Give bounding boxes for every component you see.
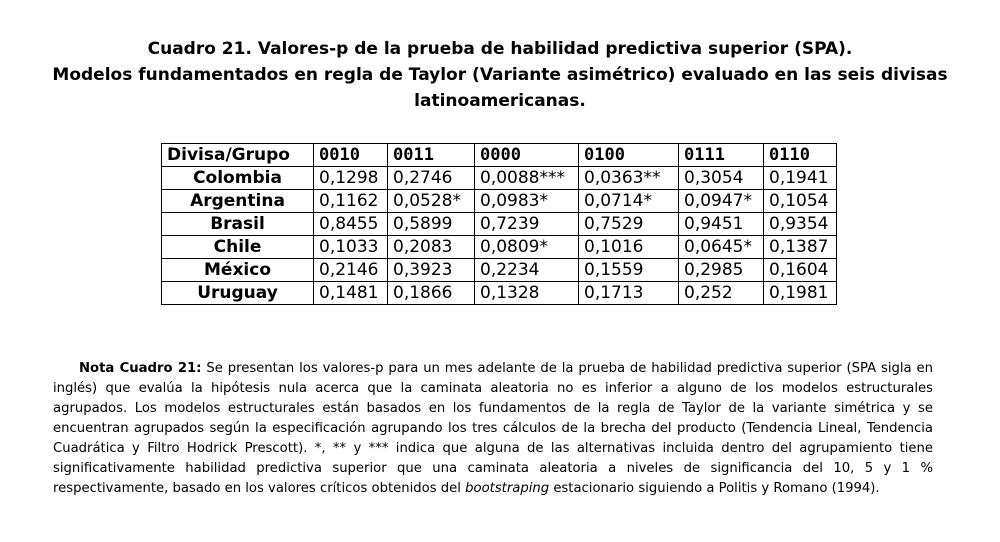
country-cell: Uruguay [162, 282, 314, 305]
table-row [162, 190, 837, 213]
value-cell: 0,1162 [314, 190, 388, 213]
header-group-0011: 0011 [388, 144, 475, 167]
value-cell: 0,9354 [764, 213, 837, 236]
value-cell: 0,1387 [764, 236, 837, 259]
value-cell: 0,1941 [764, 167, 837, 190]
value-cell: 0,0983* [475, 190, 579, 213]
value-cell: 0,1054 [764, 190, 837, 213]
spa-pvalues-table [161, 143, 837, 305]
value-cell: 0,1604 [764, 259, 837, 282]
header-divisa-grupo: Divisa/Grupo [162, 144, 314, 167]
table-note [53, 359, 933, 499]
value-cell: 0,1713 [579, 282, 679, 305]
country-cell: Brasil [162, 213, 314, 236]
note-text-after: estacionario siguiendo a Politis y Romano (1994). [549, 481, 880, 497]
country-cell: México [162, 259, 314, 282]
caption-line-3: latinoamericanas. [414, 91, 586, 111]
value-cell: 0,2985 [679, 259, 764, 282]
value-cell: 0,1016 [579, 236, 679, 259]
value-cell: 0,8455 [314, 213, 388, 236]
value-cell: 0,7239 [475, 213, 579, 236]
table-row [162, 167, 837, 190]
note-text-before: Se presentan los valores-p para un mes adelante de la prueba de habilidad predictiva superior (SPA sigla en inglés) que evalúa la hipótesis nula acerca que la caminata aleatoria no es inferior a alguno de los modelos estructurales agrupados. Los modelos estructurales están basados en los fundamentos de la regla de Taylor de la variante simétrica y se encuentran agrupados según la especificación agrupando los tres cálculos de la brecha del producto (Tendencia Lineal, Tendencia Cuadrática y Filtro Hodrick Prescott). *, ** y *** indica que alguna de las alternativas incluida dentro del agrupamiento tiene significativamente habilidad predictiva superior que una caminata aleatoria a niveles de significancia del 10, 5 y 1 % respectivamente, basado en los valores críticos obtenidos del [53, 361, 933, 497]
value-cell: 0,9451 [679, 213, 764, 236]
value-cell: 0,2234 [475, 259, 579, 282]
value-cell: 0,1328 [475, 282, 579, 305]
value-cell: 0,1866 [388, 282, 475, 305]
header-group-0000: 0000 [475, 144, 579, 167]
value-cell: 0,1481 [314, 282, 388, 305]
table-caption [40, 36, 960, 114]
value-cell: 0,0088*** [475, 167, 579, 190]
table-row [162, 282, 837, 305]
table-row [162, 259, 837, 282]
table-row [162, 236, 837, 259]
value-cell: 0,252 [679, 282, 764, 305]
value-cell: 0,2746 [388, 167, 475, 190]
value-cell: 0,5899 [388, 213, 475, 236]
value-cell: 0,3054 [679, 167, 764, 190]
value-cell: 0,1298 [314, 167, 388, 190]
country-cell: Colombia [162, 167, 314, 190]
value-cell: 0,0528* [388, 190, 475, 213]
header-group-0100: 0100 [579, 144, 679, 167]
country-cell: Chile [162, 236, 314, 259]
table-row [162, 213, 837, 236]
table-header-row [162, 144, 837, 167]
value-cell: 0,1033 [314, 236, 388, 259]
value-cell: 0,0947* [679, 190, 764, 213]
value-cell: 0,2146 [314, 259, 388, 282]
value-cell: 0,2083 [388, 236, 475, 259]
caption-line-2: Modelos fundamentados en regla de Taylor (Variante asimétrico) evaluado en las seis divisas [52, 65, 948, 85]
header-group-0110: 0110 [764, 144, 837, 167]
value-cell: 0,0809* [475, 236, 579, 259]
value-cell: 0,0363** [579, 167, 679, 190]
caption-line-1: Cuadro 21. Valores-p de la prueba de habilidad predictiva superior (SPA). [147, 39, 853, 59]
country-cell: Argentina [162, 190, 314, 213]
header-group-0010: 0010 [314, 144, 388, 167]
note-italic-term: bootstraping [465, 481, 550, 497]
value-cell: 0,7529 [579, 213, 679, 236]
value-cell: 0,1559 [579, 259, 679, 282]
value-cell: 0,3923 [388, 259, 475, 282]
value-cell: 0,0645* [679, 236, 764, 259]
header-group-0111: 0111 [679, 144, 764, 167]
value-cell: 0,0714* [579, 190, 679, 213]
note-lead: Nota Cuadro 21: [79, 361, 202, 377]
value-cell: 0,1981 [764, 282, 837, 305]
